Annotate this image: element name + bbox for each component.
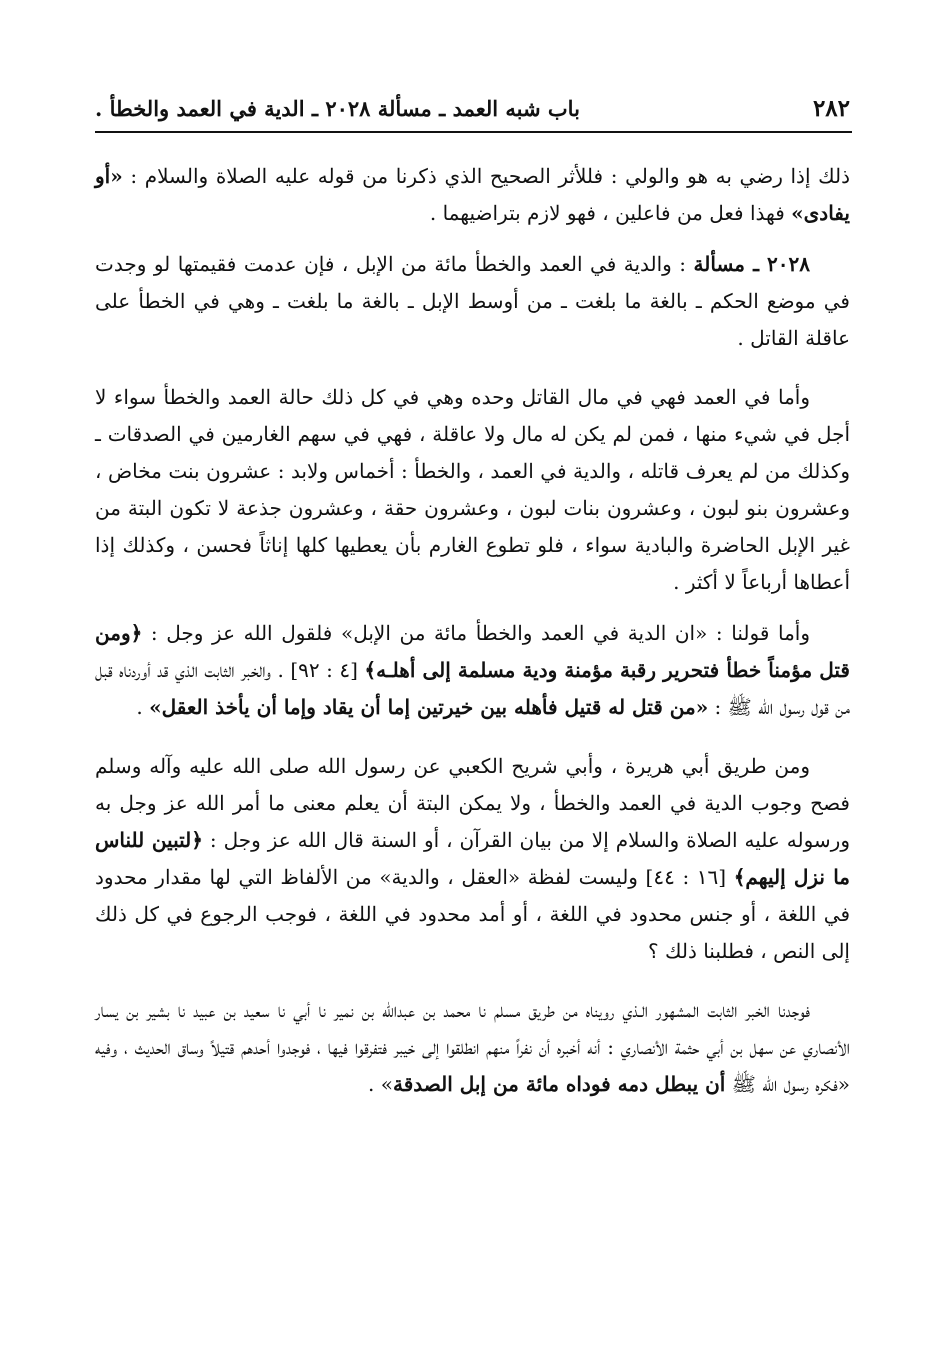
p4-text-2: [٤ : ٩٢] . والخبر الثابت الذي قد أوردناه قبل من قول رسول الله ﷺ :: [95, 658, 850, 719]
p4-hadith: «من قتل له قتيل فأهله بين خيرتين إما أن يقاد وإما أن يأخذ العقل»: [149, 695, 709, 719]
p5-text-2: [١٦ : ٤٤] وليست لفظة «العقل ، والدية» من الألفاظ التي لها مقدار محدود في اللغة ، أو جنس محدود في اللغة ، أو أمد محدود في اللغة ، فوجب الرجوع في كل ذلك إلى النص ، فطلبنا ذلك ؟: [95, 865, 851, 963]
p4-text-3: .: [136, 695, 150, 719]
p5-verse: ﴿لتبين للناس ما نزل إليهم﴾: [95, 828, 850, 889]
p6-bold: أن يبطل دمه فوداه مائة من إبل الصدقة: [392, 1072, 726, 1096]
p3-text: وأما في العمد فهي في مال القاتل وحده وهي في كل ذلك حالة العمد والخطأ سواء لا أجل في شيء منها ، فمن لم يكن له مال ولا عاقلة ، فهي في سهم الغارمين في الصدقات ـ وكذلك من لم يعرف قاتله ، والدية في العمد ، والخطأ : أخماس ولابد : عشرون بنت مخاض ، وعشرون بنو لبون ، وعشرون بنات لبون ، وعشرون حقة ، وعشرون جذعة لا تكون البتة من غير الإبل الحاضرة والبادية سواء ، فلو تطوع الغارم بأن يعطيها كلها إناثاً فحسن ، وكذلك إذا أعطاها أرباعاً لا أكثر .: [95, 385, 850, 594]
p2-text: : والدية في العمد والخطأ مائة من الإبل ، فإن عدمت فقيمتها لو وجدت في موضع الحكم ـ بالغة ما بلغت ـ من أوسط الإبل ـ بالغة ما بلغت ـ وهي في الخطأ على عاقلة القاتل .: [95, 252, 850, 350]
p1-text: ذلك إذا رضي به هو والولي : فللأثر الصحيح الذي ذكرنا من قوله عليه الصلاة والسلام :: [130, 164, 851, 188]
paragraph-1: [95, 158, 850, 232]
page-number: ٢٨٢: [812, 94, 850, 122]
p4-verse: ﴿ومن قتل مؤمناً خطأ فتحرير رقبة مؤمنة ودية مسلمة إلى أهلـه﴾: [95, 621, 850, 682]
masala-heading: ٢٠٢٨ ـ مسألة: [693, 252, 810, 276]
page-header: [95, 88, 850, 128]
paragraph-3: [95, 379, 850, 601]
paragraph-2-masala: [95, 246, 850, 357]
p1-quote: «أو يفادى»: [95, 164, 850, 225]
p1-tail: فهذا فعل من فاعلين ، فهو لازم بتراضيهما .: [429, 201, 792, 225]
paragraph-4: [95, 615, 850, 726]
p6-text-1: فوجدنا الخبر الثابت المشهور الـذي رويناه من طريق مسلم نا محمد بن عبدالله بن نمير نا أبي نا سعيد بن عبيد نا بشير بن يسار الأنصاري عن سهل بن أبي حثمة الأنصاري : أنه أخبره أن نفراً منهم انطلقوا إلى خيبر فتفرقوا فيها ، فوجدوا أحدهم قتيلاً وساق الحديث ، وفيه «فكره رسول الله ﷺ: [95, 998, 850, 1096]
p6-text-2: » .: [368, 1072, 393, 1096]
page-body: [95, 158, 850, 1103]
running-title: باب شبه العمد ـ مسألة ٢٠٢٨ ـ الدية في العمد والخطأ .: [95, 95, 580, 121]
paragraph-6: [95, 992, 850, 1103]
p4-text-1: وأما قولنا : «ان الدية في العمد والخطأ مائة من الإبل» فلقول الله عز وجل :: [142, 621, 810, 645]
paragraph-5: [95, 748, 850, 970]
header-rule: [95, 131, 852, 133]
p5-text-1: ومن طريق أبي هريرة ، وأبي شريح الكعبي عن رسول الله صلى الله عليه وآله وسلم فصح وجوب الدية في العمد والخطأ ، ولا يمكن البتة أن يعلم معنى ما أمر الله عز وجل به ورسوله عليه الصلاة والسلام إلا من بيان القرآن ، أو السنة قال الله عز وجل :: [95, 754, 850, 852]
